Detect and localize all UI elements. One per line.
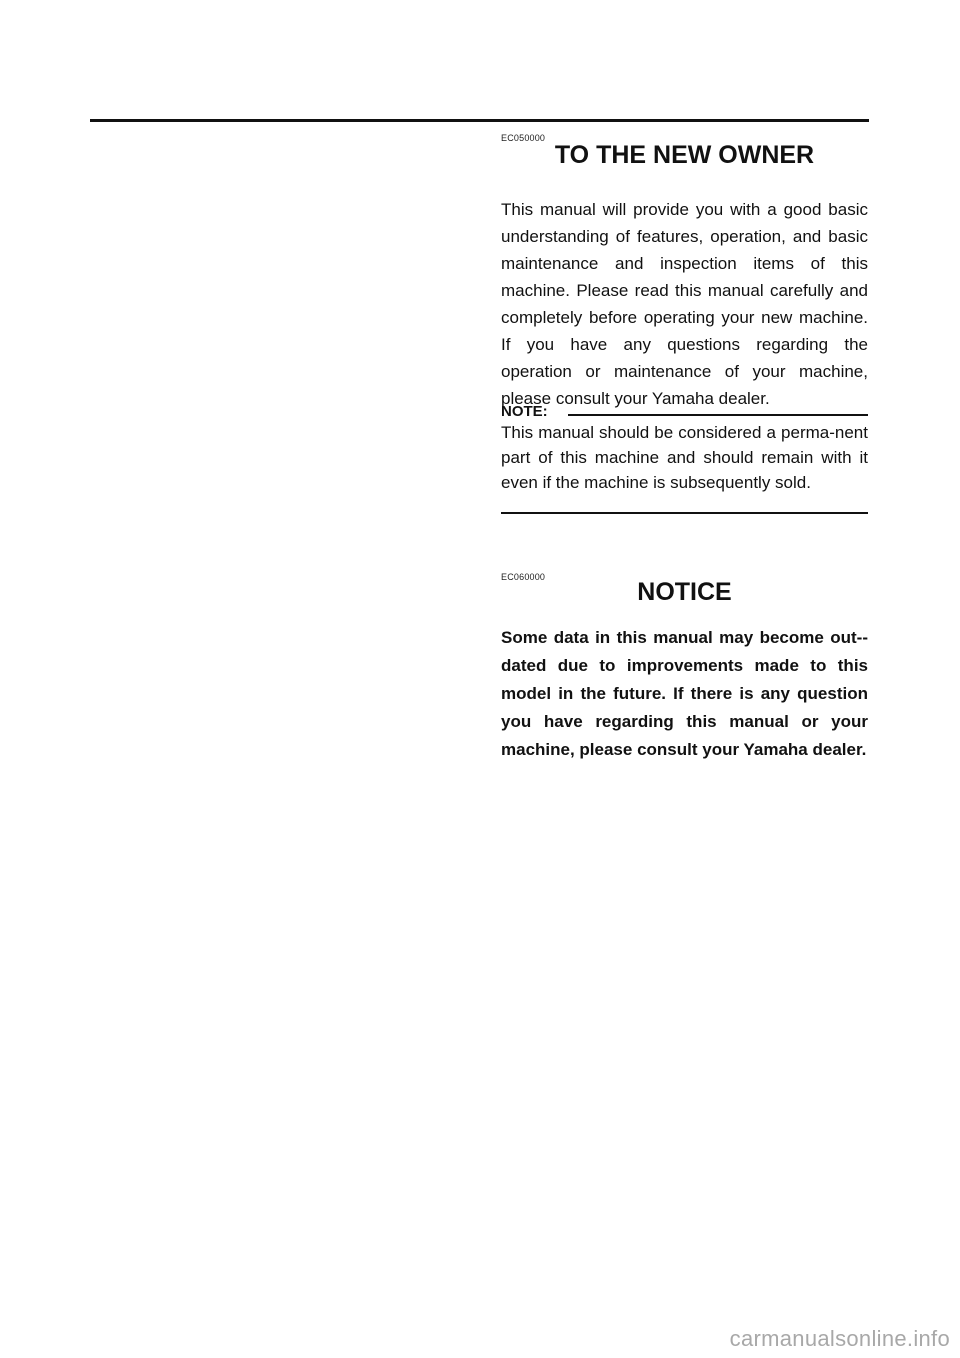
heading-notice: NOTICE bbox=[637, 578, 732, 606]
note-rule-bottom bbox=[501, 512, 868, 514]
section-code-notice: EC060000 bbox=[501, 572, 546, 582]
header-rule bbox=[90, 119, 869, 122]
notice-paragraph: Some data in this manual may become out-dated due to improvements made to this model in the future. If there is any question you have regarding this manual or your machine, please consult your Yamaha dealer. bbox=[501, 628, 868, 759]
note-rule-top bbox=[568, 414, 868, 416]
note-label: NOTE: bbox=[501, 403, 548, 420]
heading-new-owner: TO THE NEW OWNER bbox=[554, 141, 815, 169]
note-paragraph: This manual should be considered a perma-nent part of this machine and should remain with it even if the machine is subsequently sold. bbox=[501, 423, 868, 492]
watermark-text: carmanualsonline.info bbox=[729, 1326, 950, 1351]
owner-paragraph: This manual will provide you with a good basic understanding of features, operation, and basic maintenance and inspection items of this machine. Please read this manual carefully and completely before operating your new machine. If you have any questions regarding the operation or maintenance of your machine, please consult your Yamaha dealer. bbox=[501, 200, 868, 408]
section-code-owner: EC050000 bbox=[501, 133, 546, 143]
